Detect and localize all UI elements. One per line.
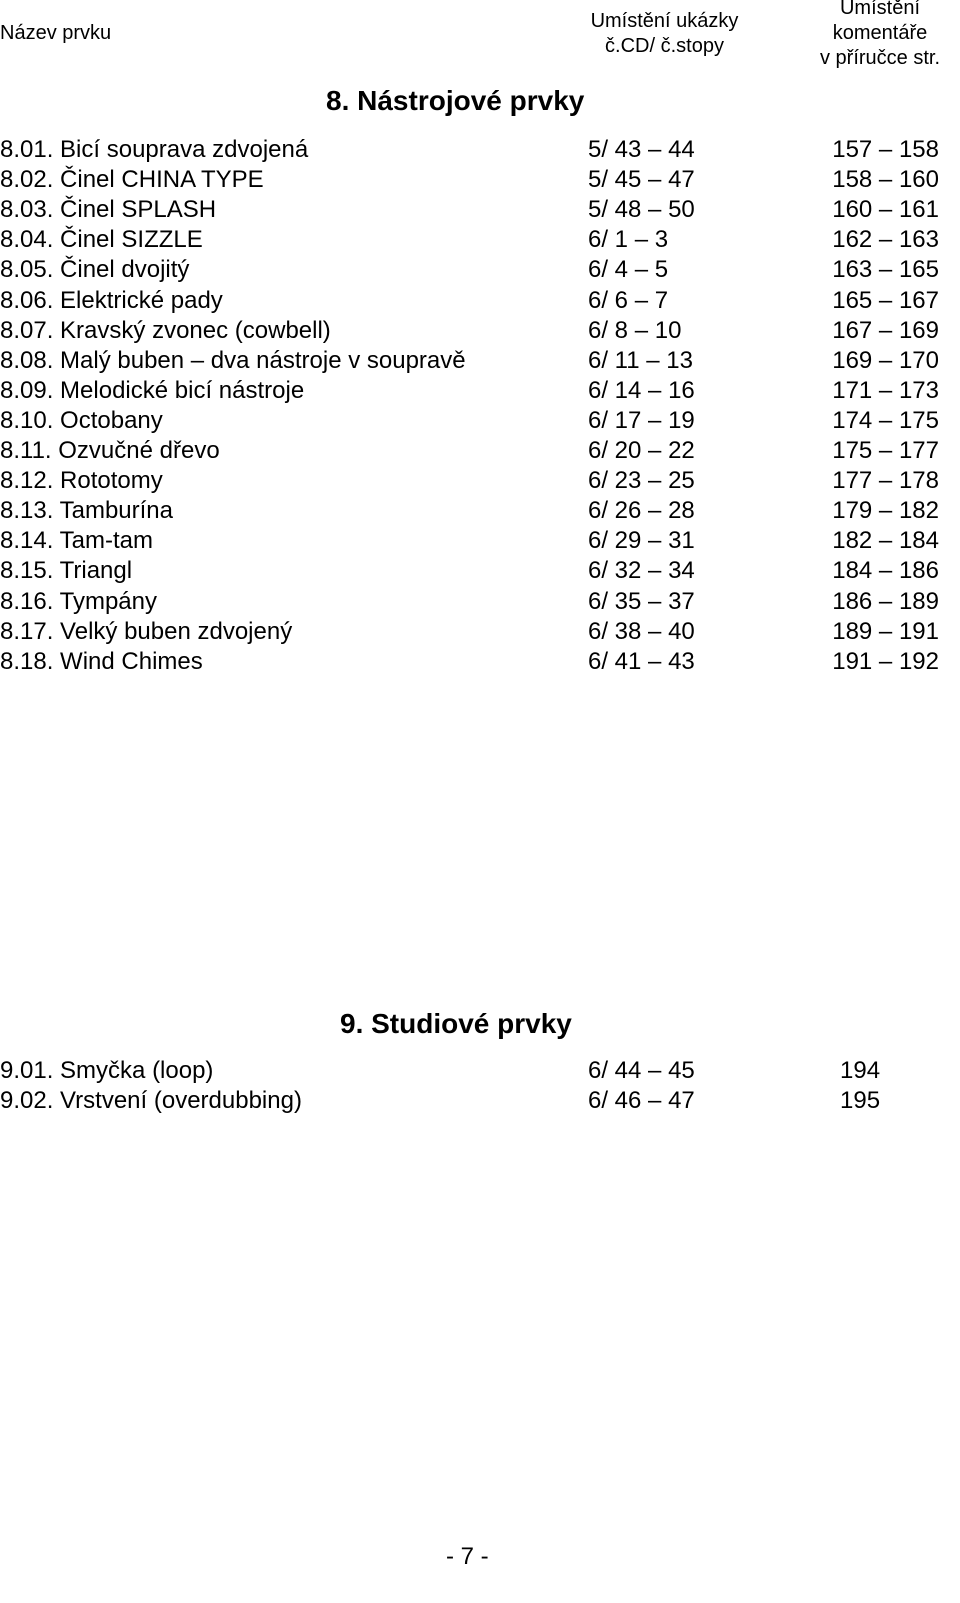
manual-page: 163 – 165 (832, 256, 939, 284)
manual-page: 165 – 167 (832, 286, 939, 314)
table-row (0, 406, 960, 436)
cd-track: 6/ 4 – 5 (588, 256, 669, 284)
table-row (0, 647, 960, 677)
manual-page: 194 (840, 1057, 881, 1084)
table-row (0, 195, 960, 225)
table-row (0, 165, 960, 195)
manual-page: 195 (840, 1087, 881, 1115)
section-title: 8. Nástrojové prvky (326, 85, 585, 116)
table-row (0, 526, 960, 556)
cd-track: 6/ 8 – 10 (588, 316, 682, 344)
cd-header-line: č.CD/ č.stopy (605, 35, 724, 57)
cd-track: 6/ 17 – 19 (588, 406, 695, 434)
cd-track: 6/ 23 – 25 (588, 467, 695, 495)
item-name: 8.16. Tympány (0, 587, 157, 615)
cd-track: 6/ 11 – 13 (588, 346, 693, 374)
cd-track: 6/ 6 – 7 (588, 286, 669, 314)
cd-track: 6/ 14 – 16 (588, 376, 695, 404)
item-name: 8.03. Činel SPLASH (0, 196, 217, 224)
page-header-line: Umístění (839, 0, 921, 19)
manual-page: 169 – 170 (832, 346, 939, 374)
item-name: 8.13. Tamburína (0, 497, 174, 525)
manual-page: 191 – 192 (832, 647, 939, 675)
item-name: 8.05. Činel dvojitý (0, 256, 190, 284)
column-header-page (800, 0, 960, 71)
section-title: 9. Studiové prvky (340, 1008, 572, 1039)
cd-track: 6/ 1 – 3 (588, 226, 669, 254)
manual-page: 162 – 163 (832, 226, 939, 254)
table-row (0, 135, 960, 165)
cd-track: 6/ 44 – 45 (588, 1057, 695, 1084)
table-row (0, 286, 960, 316)
item-name: 9.02. Vrstvení (overdubbing) (0, 1087, 302, 1115)
table-row (0, 617, 960, 647)
table-row (0, 316, 960, 346)
manual-page: 171 – 173 (832, 376, 939, 404)
manual-page: 189 – 191 (832, 617, 939, 645)
table-row (0, 587, 960, 617)
table-row (0, 225, 960, 255)
manual-page: 160 – 161 (832, 196, 939, 224)
item-name: 8.10. Octobany (0, 406, 163, 434)
manual-page: 158 – 160 (832, 166, 939, 194)
cd-track: 6/ 35 – 37 (588, 587, 695, 615)
item-name: 8.02. Činel CHINA TYPE (0, 166, 264, 194)
manual-page: 177 – 178 (832, 467, 939, 495)
cd-track: 6/ 38 – 40 (588, 617, 695, 645)
cd-track: 6/ 46 – 47 (588, 1087, 695, 1115)
item-name: 8.01. Bicí souprava zdvojená (0, 136, 309, 163)
column-header-name: Název prvku (0, 22, 112, 44)
item-name: 9.01. Smyčka (loop) (0, 1057, 214, 1084)
table-row (0, 496, 960, 526)
table-row (0, 346, 960, 376)
cd-track: 6/ 20 – 22 (588, 437, 695, 464)
item-name: 8.11. Ozvučné dřevo (0, 437, 220, 464)
cd-track: 6/ 26 – 28 (588, 497, 695, 525)
cd-track: 6/ 32 – 34 (588, 557, 695, 585)
manual-page: 167 – 169 (832, 316, 939, 344)
column-header-cd (582, 9, 747, 59)
item-name: 8.06. Elektrické pady (0, 286, 223, 314)
table-row (0, 1056, 960, 1086)
cd-track: 6/ 29 – 31 (588, 527, 695, 555)
item-name: 8.12. Rototomy (0, 467, 163, 495)
cd-header-line: Umístění ukázky (590, 10, 739, 32)
table-row (0, 1086, 960, 1116)
manual-page: 184 – 186 (832, 557, 939, 585)
item-name: 8.04. Činel SIZZLE (0, 226, 203, 254)
table-row (0, 255, 960, 285)
table-row (0, 436, 960, 466)
manual-page: 186 – 189 (832, 587, 939, 615)
item-name: 8.18. Wind Chimes (0, 647, 203, 675)
item-name: 8.08. Malý buben – dva nástroje v soupravě (0, 346, 466, 374)
page-number: - 7 - (446, 1543, 489, 1570)
page-header-line: v příručce str. (819, 47, 941, 69)
item-name: 8.09. Melodické bicí nástroje (0, 376, 305, 404)
manual-page: 174 – 175 (832, 406, 939, 434)
cd-track: 5/ 43 – 44 (588, 136, 695, 163)
manual-page: 179 – 182 (832, 497, 939, 525)
manual-page: 175 – 177 (832, 437, 939, 464)
cd-track: 5/ 45 – 47 (588, 166, 695, 194)
table-row (0, 376, 960, 406)
item-name: 8.17. Velký buben zdvojený (0, 617, 293, 645)
cd-track: 6/ 41 – 43 (588, 647, 695, 675)
item-name: 8.07. Kravský zvonec (cowbell) (0, 316, 331, 344)
cd-track: 5/ 48 – 50 (588, 196, 695, 224)
page-header-line: komentáře (832, 22, 928, 44)
manual-page: 182 – 184 (832, 527, 939, 555)
table-row (0, 556, 960, 586)
table-row (0, 466, 960, 496)
item-name: 8.14. Tam-tam (0, 527, 153, 555)
item-name: 8.15. Triangl (0, 557, 133, 585)
manual-page: 157 – 158 (832, 136, 939, 163)
